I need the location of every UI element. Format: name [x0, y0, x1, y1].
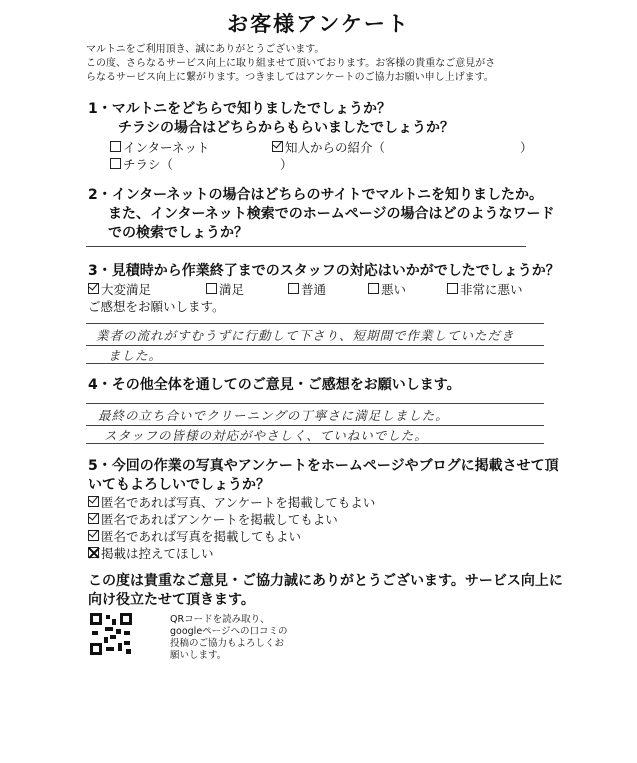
option-no-publish[interactable] — [88, 545, 214, 562]
intro-line: この度、さらなるサービス向上に取り組ませて頂いております。お客様の貴重なご意見がさ — [86, 58, 496, 69]
option-label: 知人からの紹介（ — [285, 140, 386, 155]
option-label: 匿名であればアンケートを掲載してもよい — [101, 512, 338, 527]
answer-line — [86, 363, 544, 364]
answer-line — [86, 403, 544, 404]
option-label: インターネット — [123, 140, 210, 155]
closing-text-2: 向け役立たせて頂きます。 — [88, 592, 255, 608]
handwritten-answer: ました。 — [108, 348, 163, 363]
option-label: 悪い — [381, 282, 407, 297]
option-photo-and-survey[interactable] — [88, 494, 375, 511]
option-internet[interactable] — [110, 139, 209, 156]
option-flyer[interactable] — [110, 156, 173, 173]
answer-line — [86, 246, 526, 247]
intro-line: らなるサービス向上に繋がります。つきましてはアンケートのご協力お願い申し上げます。 — [86, 72, 494, 83]
checkbox-photo-only[interactable] — [88, 530, 99, 541]
qr-note-line: 投稿のご協力もよろしくお — [170, 638, 285, 649]
question-5: 5・今回の作業の写真やアンケートをホームページやブログに掲載させて頂 — [88, 458, 559, 474]
question-5-sub: いてもよろしいでしょうか？ — [88, 477, 270, 493]
checkbox-very-satisfied[interactable] — [88, 283, 99, 294]
checkbox-no-publish[interactable] — [88, 547, 99, 558]
option-label: 大変満足 — [101, 282, 152, 297]
option-label: 非常に悪い — [460, 282, 523, 297]
option-very-satisfied[interactable] — [88, 281, 151, 298]
handwritten-answer: 最終の立ち合いでクリーニングの丁寧さに満足しました。 — [98, 408, 449, 423]
option-label: 普通 — [301, 282, 327, 297]
checkbox-normal[interactable] — [288, 283, 299, 294]
question-2-sub: また、インターネット検索でのホームページの場合はどのようなワード — [108, 206, 555, 222]
checkbox-survey-only[interactable] — [88, 513, 99, 524]
qr-note-line: QRコードを読み取り、 — [170, 614, 270, 625]
checkbox-flyer[interactable] — [110, 158, 121, 169]
option-very-bad[interactable] — [447, 281, 523, 298]
checkbox-satisfied[interactable] — [206, 283, 217, 294]
qr-note — [170, 614, 330, 662]
question-3: 3・見積時から作業終了までのスタッフの対応はいかがでしたでしょうか？ — [88, 263, 560, 279]
checkbox-internet[interactable] — [110, 141, 121, 152]
intro-text — [86, 43, 556, 85]
closing-text: この度は貴重なご意見・ご協力誠にありがとうございます。サービス向上に — [88, 573, 563, 589]
option-satisfied[interactable] — [206, 281, 244, 298]
checkbox-bad[interactable] — [368, 283, 379, 294]
handwritten-answer: スタッフの皆様の対応がやさしく、ていねいでした。 — [104, 428, 428, 443]
intro-line: マルトニをご利用頂き、誠にありがとうございます。 — [86, 44, 325, 55]
option-label: 匿名であれば写真を掲載してもよい — [101, 529, 302, 544]
option-label: 匿名であれば写真、アンケートを掲載してもよい — [101, 495, 376, 510]
option-label: 満足 — [219, 282, 245, 297]
page-title: お客様アンケート — [227, 12, 410, 36]
question-4: 4・その他全体を通してのご意見・ご感想をお願いします。 — [88, 377, 461, 393]
checkbox-very-bad[interactable] — [447, 283, 458, 294]
handwritten-answer: 業者の流れがすむうずに行動して下さり、短期間で作業していただき — [96, 328, 515, 343]
option-survey-only[interactable] — [88, 511, 338, 528]
answer-line — [86, 323, 544, 324]
option-label: 掲載は控えてほしい — [101, 546, 214, 561]
question-2: 2・インターネットの場合はどちらのサイトでマルトニを知りましたか。 — [88, 187, 543, 203]
qr-note-line: googleページへの口コミの — [170, 626, 288, 637]
referral-close: ） — [520, 140, 533, 155]
qr-code[interactable] — [90, 613, 132, 655]
option-label: チラシ（ — [123, 157, 174, 172]
option-bad[interactable] — [368, 281, 406, 298]
option-normal[interactable] — [288, 281, 326, 298]
checkbox-referral[interactable] — [272, 141, 283, 152]
question-1-sub: チラシの場合はどちらからもらいましたでしょうか？ — [118, 120, 454, 136]
question-2-sub2: での検索でしょうか？ — [108, 225, 248, 241]
option-photo-only[interactable] — [88, 528, 301, 545]
qr-note-line: 願いします。 — [170, 650, 227, 661]
checkbox-photo-and-survey[interactable] — [88, 496, 99, 507]
comment-prompt: ご感想をお願いします。 — [88, 299, 225, 314]
option-referral[interactable] — [272, 139, 385, 156]
question-1: 1・マルトニをどちらで知りましたでしょうか？ — [88, 101, 392, 117]
answer-line — [86, 443, 544, 444]
flyer-close: ） — [280, 157, 293, 172]
